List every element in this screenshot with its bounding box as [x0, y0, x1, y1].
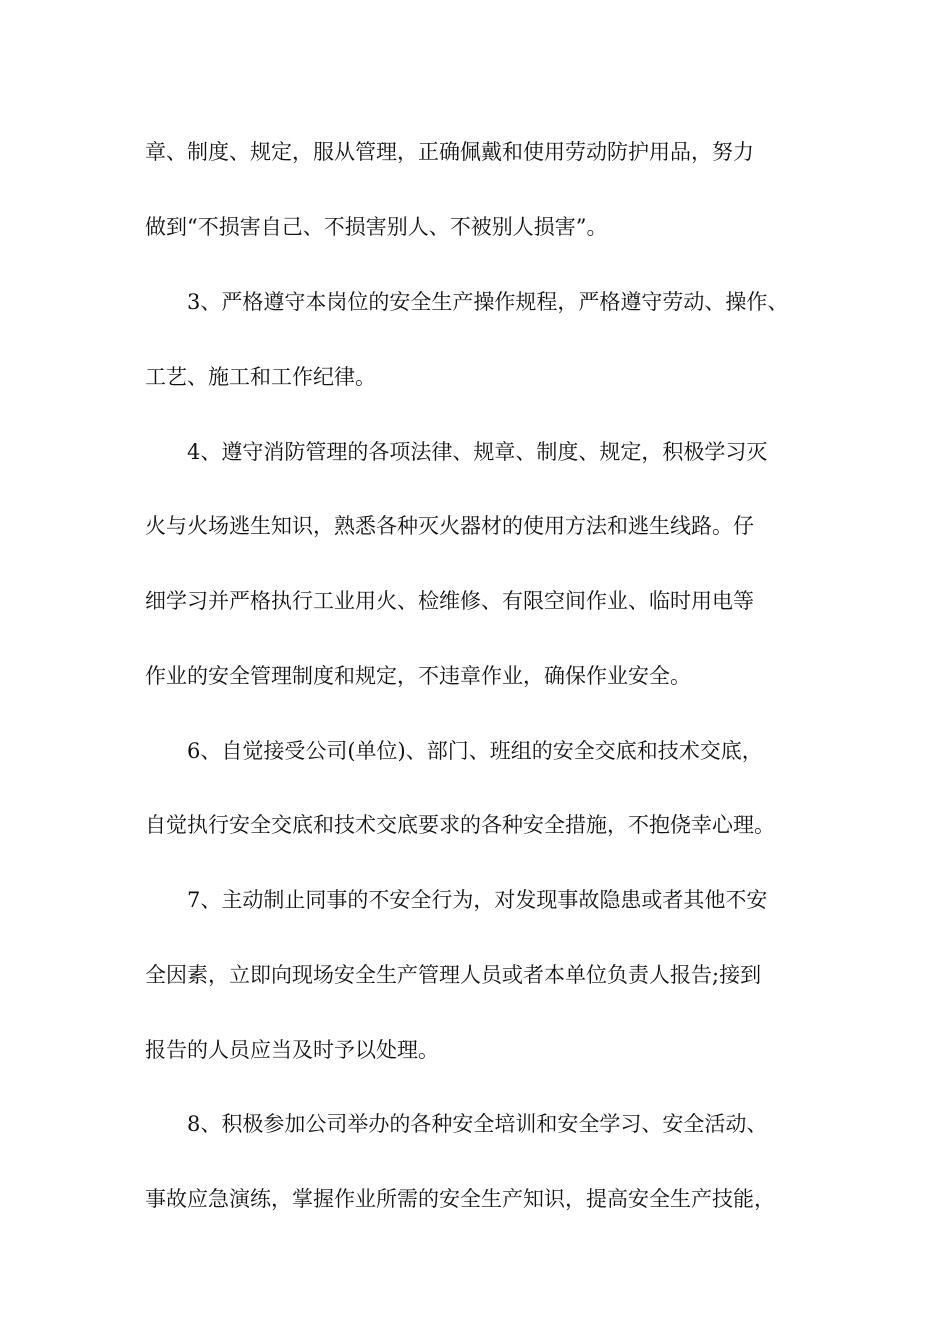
paragraph-7-first-line: 7、主动制止同事的不安全行为，对发现事故隐患或者其他不安: [187, 888, 768, 912]
body-text-line: 全因素，立即向现场安全生产管理人员或者本单位负责人报告;接到: [145, 963, 762, 987]
body-text-line: 工艺、施工和工作纪律。: [145, 365, 376, 389]
paragraph-6-first-line: 6、自觉接受公司(单位)、部门、班组的安全交底和技术交底，: [187, 739, 763, 763]
body-text-line: 作业的安全管理制度和规定，不违章作业，确保作业安全。: [145, 664, 691, 688]
paragraph-3-first-line: 3、严格遵守本岗位的安全生产操作规程，严格遵守劳动、操作、: [187, 290, 789, 314]
body-text-line: 自觉执行安全交底和技术交底要求的各种安全措施，不抱侥幸心理。: [145, 813, 775, 837]
body-text-line: 细学习并严格执行工业用火、检维修、有限空间作业、临时用电等: [145, 589, 754, 613]
paragraph-8-first-line: 8、积极参加公司举办的各种安全培训和安全学习、安全活动、: [187, 1112, 768, 1136]
body-text-line: 事故应急演练，掌握作业所需的安全生产知识，提高安全生产技能，: [145, 1187, 775, 1211]
body-text-line: 章、制度、规定，服从管理，正确佩戴和使用劳动防护用品，努力: [145, 140, 754, 164]
paragraph-4-first-line: 4、遵守消防管理的各项法律、规章、制度、规定，积极学习灭: [187, 440, 768, 464]
body-text-line: 火与火场逃生知识，熟悉各种灭火器材的使用方法和逃生线路。仔: [145, 514, 754, 538]
body-text-line: 报告的人员应当及时予以处理。: [145, 1038, 439, 1062]
body-text-line: 做到“不损害自己、不损害别人、不被别人损害”。: [145, 215, 608, 239]
